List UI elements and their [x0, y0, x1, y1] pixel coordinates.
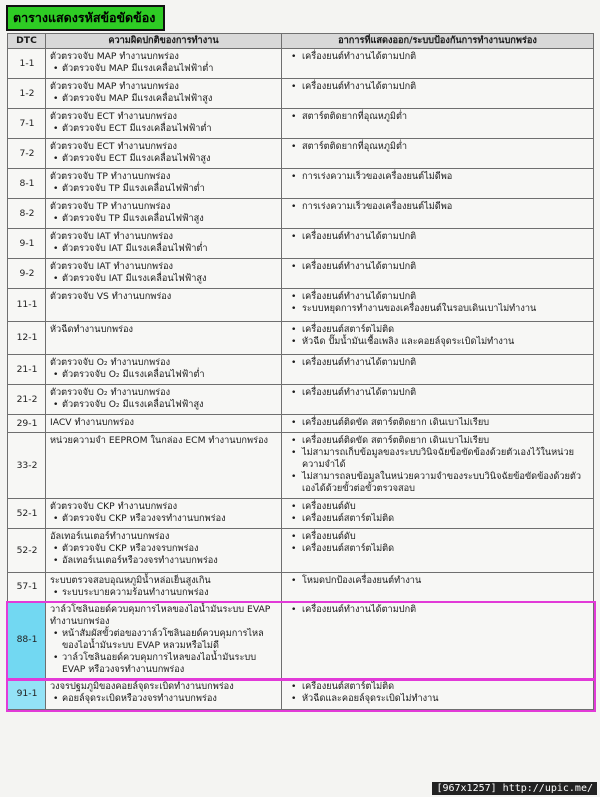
fault-text: IACV ทำงานบกพร่อง [50, 417, 134, 428]
dtc-code: 21-2 [8, 385, 46, 415]
fault-text: ตัวตรวจจับ MAP ทำงานบกพร่อง [50, 81, 179, 92]
fault-sub-item: • วาล์วโซลินอยด์ควบคุมการไหลของไอน้ำมันระบบ EVAP หรือวงจรทำงานบกพร่อง [62, 652, 278, 676]
fault-text: ตัวตรวจจับ VS ทำงานบกพร่อง [50, 291, 172, 302]
fault-text: ตัวตรวจจับ IAT ทำงานบกพร่อง [50, 261, 174, 272]
symptom-list [286, 261, 590, 273]
fault-text: อัลเทอร์เนเตอร์ทำงานบกพร่อง [50, 531, 170, 542]
table-row [8, 109, 594, 139]
dtc-table-body [8, 49, 594, 710]
symptom-item: • หัวฉีด ปั๊มน้ำมันเชื้อเพลิง และคอยล์จุดระเบิดไม่ทำงาน [302, 336, 590, 348]
symptom-list [286, 681, 590, 705]
symptom-cell [282, 355, 594, 385]
symptom-list [286, 357, 590, 369]
symptom-cell [282, 229, 594, 259]
fault-sub-list [50, 273, 278, 285]
fault-sub-item: • ตัวตรวจจับ MAP มีแรงเคลื่อนไฟฟ้าต่ำ [62, 63, 278, 75]
fault-sub-item: • ตัวตรวจจับ CKP หรือวงจรบกพร่อง [62, 543, 278, 555]
fault-sub-item: • อัลเทอร์เนเตอร์หรือวงจรทำงานบกพร่อง [62, 555, 278, 567]
fault-cell [46, 199, 282, 229]
fault-cell [46, 385, 282, 415]
dtc-code: 33-2 [8, 433, 46, 499]
fault-sub-list [50, 243, 278, 255]
dtc-code: 7-1 [8, 109, 46, 139]
symptom-item: • เครื่องยนต์สตาร์ตไม่ติด [302, 681, 590, 693]
symptom-item: • เครื่องยนต์สตาร์ตไม่ติด [302, 324, 590, 336]
symptom-item: • เครื่องยนต์ติดขัด สตาร์ตติดยาก เดินเบาไม่เรียบ [302, 435, 590, 447]
fault-sub-item: • ตัวตรวจจับ IAT มีแรงเคลื่อนไฟฟ้าต่ำ [62, 243, 278, 255]
symptom-list [286, 171, 590, 183]
symptom-cell [282, 433, 594, 499]
fault-cell [46, 289, 282, 322]
fault-text: ตัวตรวจจับ TP ทำงานบกพร่อง [50, 201, 171, 212]
fault-cell [46, 49, 282, 79]
symptom-cell [282, 79, 594, 109]
fault-sub-list [50, 369, 278, 381]
fault-cell [46, 499, 282, 529]
fault-sub-list [50, 123, 278, 135]
dtc-code: 8-2 [8, 199, 46, 229]
header-symptom: อาการที่แสดงออก/ระบบป้องกันการทำงานบกพร่อง [282, 34, 594, 49]
symptom-list [286, 81, 590, 93]
fault-text: ตัวตรวจจับ IAT ทำงานบกพร่อง [50, 231, 174, 242]
dtc-code: 57-1 [8, 573, 46, 602]
symptom-cell [282, 499, 594, 529]
symptom-item: • เครื่องยนต์ทำงานได้ตามปกติ [302, 51, 590, 63]
fault-cell [46, 602, 282, 679]
symptom-item: • เครื่องยนต์สตาร์ตไม่ติด [302, 543, 590, 555]
table-row [8, 259, 594, 289]
symptom-item: • เครื่องยนต์ทำงานได้ตามปกติ [302, 231, 590, 243]
symptom-cell [282, 679, 594, 710]
fault-sub-list [50, 399, 278, 411]
fault-sub-list [50, 587, 278, 599]
fault-sub-list [50, 63, 278, 75]
symptom-list [286, 201, 590, 213]
symptom-item: • เครื่องยนต์สตาร์ตไม่ติด [302, 513, 590, 525]
symptom-item: • เครื่องยนต์ดับ [302, 531, 590, 543]
table-row [8, 499, 594, 529]
symptom-list [286, 111, 590, 123]
fault-text: ตัวตรวจจับ TP ทำงานบกพร่อง [50, 171, 171, 182]
symptom-item: • โหมดปกป้องเครื่องยนต์ทำงาน [302, 575, 590, 587]
symptom-item: • ไม่สามารถลบข้อมูลในหน่วยความจำของระบบวินิจฉัยข้อขัดข้องด้วยตัวเองได้ด้วยขั้วต่อขั้วตรวจสอบ [302, 471, 590, 495]
dtc-code: 12-1 [8, 322, 46, 355]
dtc-code: 29-1 [8, 415, 46, 433]
fault-sub-item: • ตัวตรวจจับ ECT มีแรงเคลื่อนไฟฟ้าต่ำ [62, 123, 278, 135]
symptom-item: • เครื่องยนต์ทำงานได้ตามปกติ [302, 291, 590, 303]
table-row [8, 573, 594, 602]
symptom-cell [282, 109, 594, 139]
table-header-row [8, 34, 594, 49]
table-row [8, 679, 594, 710]
fault-text: หน่วยความจำ EEPROM ในกล่อง ECM ทำงานบกพร่อง [50, 435, 268, 446]
symptom-cell [282, 602, 594, 679]
symptom-list [286, 531, 590, 555]
dtc-code: 9-2 [8, 259, 46, 289]
header-dtc: DTC [8, 34, 46, 49]
fault-sub-item: • คอยล์จุดระเบิดหรือวงจรทำงานบกพร่อง [62, 693, 278, 705]
dtc-code: 1-1 [8, 49, 46, 79]
fault-cell [46, 573, 282, 602]
fault-text: วาล์วโซลินอยด์ควบคุมการไหลของไอน้ำมันระบบ EVAP ทำงานบกพร่อง [50, 604, 271, 627]
fault-cell [46, 79, 282, 109]
symptom-cell [282, 199, 594, 229]
fault-cell [46, 529, 282, 573]
symptom-item: • สตาร์ตติดยากที่อุณหภูมิต่ำ [302, 141, 590, 153]
dtc-code: 8-1 [8, 169, 46, 199]
fault-sub-list [50, 513, 278, 525]
fault-sub-item: • ตัวตรวจจับ TP มีแรงเคลื่อนไฟฟ้าสูง [62, 213, 278, 225]
fault-cell [46, 322, 282, 355]
table-row [8, 355, 594, 385]
fault-sub-list [50, 93, 278, 105]
symptom-list [286, 141, 590, 153]
fault-sub-item: • ตัวตรวจจับ O₂ มีแรงเคลื่อนไฟฟ้าต่ำ [62, 369, 278, 381]
fault-cell [46, 415, 282, 433]
fault-sub-list [50, 693, 278, 705]
symptom-item: • เครื่องยนต์ทำงานได้ตามปกติ [302, 357, 590, 369]
table-row [8, 199, 594, 229]
dtc-table [7, 33, 594, 710]
symptom-item: • เครื่องยนต์ทำงานได้ตามปกติ [302, 81, 590, 93]
fault-cell [46, 109, 282, 139]
fault-text: ตัวตรวจจับ O₂ ทำงานบกพร่อง [50, 387, 171, 398]
symptom-cell [282, 289, 594, 322]
dtc-code: 1-2 [8, 79, 46, 109]
symptom-cell [282, 169, 594, 199]
symptom-list [286, 575, 590, 587]
dtc-code: 52-2 [8, 529, 46, 573]
symptom-list [286, 324, 590, 348]
fault-sub-item: • หน้าสัมผัสขั้วต่อของวาล์วโซลินอยด์ควบคุมการไหลของไอน้ำมันระบบ EVAP หลวมหรือไม่ดี [62, 628, 278, 652]
symptom-list [286, 231, 590, 243]
fault-text: ตัวตรวจจับ O₂ ทำงานบกพร่อง [50, 357, 171, 368]
dtc-code: 11-1 [8, 289, 46, 322]
symptom-item: • เครื่องยนต์ทำงานได้ตามปกติ [302, 387, 590, 399]
table-row [8, 529, 594, 573]
symptom-cell [282, 139, 594, 169]
fault-cell [46, 679, 282, 710]
fault-sub-item: • ตัวตรวจจับ O₂ มีแรงเคลื่อนไฟฟ้าสูง [62, 399, 278, 411]
fault-sub-item: • ระบบระบายความร้อนทำงานบกพร่อง [62, 587, 278, 599]
fault-sub-list [50, 183, 278, 195]
symptom-list [286, 387, 590, 399]
symptom-item: • เครื่องยนต์ทำงานได้ตามปกติ [302, 604, 590, 616]
symptom-list [286, 417, 590, 429]
fault-text: ตัวตรวจจับ MAP ทำงานบกพร่อง [50, 51, 179, 62]
fault-text: หัวฉีดทำงานบกพร่อง [50, 324, 133, 335]
fault-cell [46, 433, 282, 499]
symptom-list [286, 604, 590, 616]
symptom-item: • เครื่องยนต์ทำงานได้ตามปกติ [302, 261, 590, 273]
fault-sub-item: • ตัวตรวจจับ IAT มีแรงเคลื่อนไฟฟ้าสูง [62, 273, 278, 285]
dtc-code: 9-1 [8, 229, 46, 259]
fault-text: วงจรปฐมภูมิของคอยล์จุดระเบิดทำงานบกพร่อง [50, 681, 234, 692]
fault-text: ตัวตรวจจับ ECT ทำงานบกพร่อง [50, 141, 177, 152]
symptom-cell [282, 385, 594, 415]
table-row [8, 433, 594, 499]
page-title: ตารางแสดงรหัสข้อขัดข้อง [6, 5, 165, 31]
fault-text: ระบบตรวจสอบอุณหภูมิน้ำหล่อเย็นสูงเกิน [50, 575, 211, 586]
dtc-code: 52-1 [8, 499, 46, 529]
symptom-item: • การเร่งความเร็วของเครื่องยนต์ไม่ดีพอ [302, 201, 590, 213]
symptom-item: • การเร่งความเร็วของเครื่องยนต์ไม่ดีพอ [302, 171, 590, 183]
fault-cell [46, 139, 282, 169]
table-row [8, 322, 594, 355]
fault-sub-item: • ตัวตรวจจับ CKP หรือวงจรทำงานบกพร่อง [62, 513, 278, 525]
fault-sub-item: • ตัวตรวจจับ ECT มีแรงเคลื่อนไฟฟ้าสูง [62, 153, 278, 165]
symptom-list [286, 435, 590, 495]
table-row [8, 139, 594, 169]
fault-cell [46, 259, 282, 289]
fault-cell [46, 169, 282, 199]
symptom-list [286, 291, 590, 315]
dtc-code: 88-1 [8, 602, 46, 679]
fault-sub-list [50, 153, 278, 165]
table-row [8, 169, 594, 199]
fault-cell [46, 355, 282, 385]
table-row [8, 289, 594, 322]
symptom-cell [282, 415, 594, 433]
table-row [8, 602, 594, 679]
symptom-list [286, 501, 590, 525]
watermark: [967x1257] http://upic.me/ [432, 782, 597, 795]
symptom-item: • สตาร์ตติดยากที่อุณหภูมิต่ำ [302, 111, 590, 123]
fault-sub-item: • ตัวตรวจจับ TP มีแรงเคลื่อนไฟฟ้าต่ำ [62, 183, 278, 195]
symptom-item: • หัวฉีดและคอยล์จุดระเบิดไม่ทำงาน [302, 693, 590, 705]
symptom-cell [282, 259, 594, 289]
table-row [8, 385, 594, 415]
table-row [8, 79, 594, 109]
symptom-list [286, 51, 590, 63]
header-fault: ความผิดปกติของการทำงาน [46, 34, 282, 49]
symptom-cell [282, 573, 594, 602]
table-row [8, 229, 594, 259]
symptom-cell [282, 322, 594, 355]
fault-sub-list [50, 213, 278, 225]
symptom-item: • ระบบหยุดการทำงานของเครื่องยนต์ในรอบเดินเบาไม่ทำงาน [302, 303, 590, 315]
fault-sub-list [50, 628, 278, 676]
dtc-code: 21-1 [8, 355, 46, 385]
fault-cell [46, 229, 282, 259]
symptom-cell [282, 49, 594, 79]
fault-text: ตัวตรวจจับ ECT ทำงานบกพร่อง [50, 111, 177, 122]
dtc-code: 91-1 [8, 679, 46, 710]
symptom-item: • ไม่สามารถเก็บข้อมูลของระบบวินิจฉัยข้อขัดข้องด้วยตัวเองไว้ในหน่วยความจำได้ [302, 447, 590, 471]
fault-sub-item: • ตัวตรวจจับ MAP มีแรงเคลื่อนไฟฟ้าสูง [62, 93, 278, 105]
fault-text: ตัวตรวจจับ CKP ทำงานบกพร่อง [50, 501, 178, 512]
symptom-item: • เครื่องยนต์ดับ [302, 501, 590, 513]
table-row [8, 415, 594, 433]
table-row [8, 49, 594, 79]
symptom-cell [282, 529, 594, 573]
dtc-code: 7-2 [8, 139, 46, 169]
fault-sub-list [50, 543, 278, 567]
symptom-item: • เครื่องยนต์ติดขัด สตาร์ตติดยาก เดินเบาไม่เรียบ [302, 417, 590, 429]
